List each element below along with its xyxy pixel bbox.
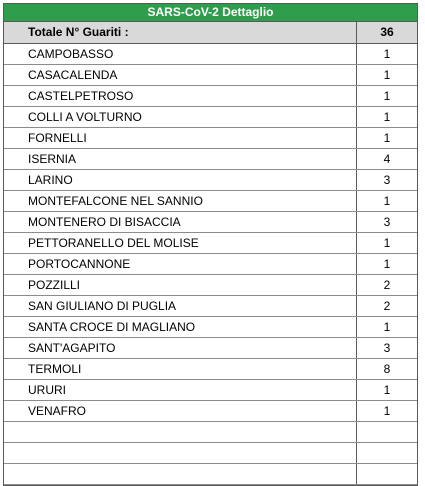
- recovered-count: 1: [383, 194, 391, 208]
- recovered-count: 2: [383, 278, 391, 292]
- recovered-count: 4: [383, 152, 391, 166]
- municipality-name: PORTOCANNONE: [4, 254, 357, 274]
- table-row: [4, 317, 417, 338]
- municipality-name: FORNELLI: [4, 128, 357, 148]
- recovered-count: 2: [383, 299, 391, 313]
- municipality-name: SANTA CROCE DI MAGLIANO: [4, 317, 357, 337]
- municipality-name: MONTEFALCONE NEL SANNIO: [4, 191, 357, 211]
- recovered-count: 1: [383, 320, 391, 334]
- table-row: [4, 191, 417, 212]
- recovered-count: [357, 443, 417, 463]
- table-row: [4, 422, 417, 443]
- table-row: [4, 254, 417, 275]
- table-row: [4, 86, 417, 107]
- recovered-count: 1: [383, 257, 391, 271]
- recovered-count: 3: [383, 341, 391, 355]
- table-row: [4, 128, 417, 149]
- municipality-name: CASACALENDA: [4, 65, 357, 85]
- recovered-count: 1: [383, 383, 391, 397]
- recovered-count: 8: [383, 362, 391, 376]
- table-row: [4, 296, 417, 317]
- municipality-name: [4, 422, 357, 442]
- municipality-name: SANT'AGAPITO: [4, 338, 357, 358]
- table-row: [4, 149, 417, 170]
- table-row: [4, 464, 417, 485]
- municipality-name: TERMOLI: [4, 359, 357, 379]
- municipality-name: CAMPOBASSO: [4, 44, 357, 64]
- recovered-count: 3: [383, 215, 391, 229]
- recovered-count: 1: [383, 89, 391, 103]
- municipality-name: PETTORANELLO DEL MOLISE: [4, 233, 357, 253]
- table-title: SARS-CoV-2 Dettaglio: [4, 4, 417, 22]
- table-row: [4, 212, 417, 233]
- municipality-name: LARINO: [4, 170, 357, 190]
- table-row: [4, 107, 417, 128]
- table-row: [4, 275, 417, 296]
- municipality-name: [4, 464, 357, 484]
- table-row: [4, 380, 417, 401]
- municipality-name: VENAFRO: [4, 401, 357, 421]
- municipality-name: CASTELPETROSO: [4, 86, 357, 106]
- municipality-name: [4, 443, 357, 463]
- total-value: 36: [380, 25, 394, 39]
- recovered-count: 1: [383, 236, 391, 250]
- municipality-name: URURI: [4, 380, 357, 400]
- table-row: [4, 170, 417, 191]
- total-label: Totale N° Guariti :: [4, 22, 357, 43]
- total-row: [4, 22, 417, 44]
- table-row: [4, 338, 417, 359]
- recovered-count: 3: [383, 173, 391, 187]
- table-row: [4, 233, 417, 254]
- municipality-name: ISERNIA: [4, 149, 357, 169]
- table-row: [4, 401, 417, 422]
- recovered-count: 1: [383, 404, 391, 418]
- municipality-name: COLLI A VOLTURNO: [4, 107, 357, 127]
- recovered-count: [357, 422, 417, 442]
- table-row: [4, 44, 417, 65]
- municipality-name: SAN GIULIANO DI PUGLIA: [4, 296, 357, 316]
- table-row: [4, 65, 417, 86]
- recovered-count: 1: [383, 47, 391, 61]
- municipality-name: POZZILLI: [4, 275, 357, 295]
- recovered-count: 1: [383, 131, 391, 145]
- table-row: [4, 359, 417, 380]
- recovered-count: 1: [383, 110, 391, 124]
- table-body: [4, 44, 417, 485]
- table-row: [4, 443, 417, 464]
- recovered-count: [357, 464, 417, 484]
- municipality-name: MONTENERO DI BISACCIA: [4, 212, 357, 232]
- recovered-table: [3, 3, 418, 486]
- recovered-count: 1: [383, 68, 391, 82]
